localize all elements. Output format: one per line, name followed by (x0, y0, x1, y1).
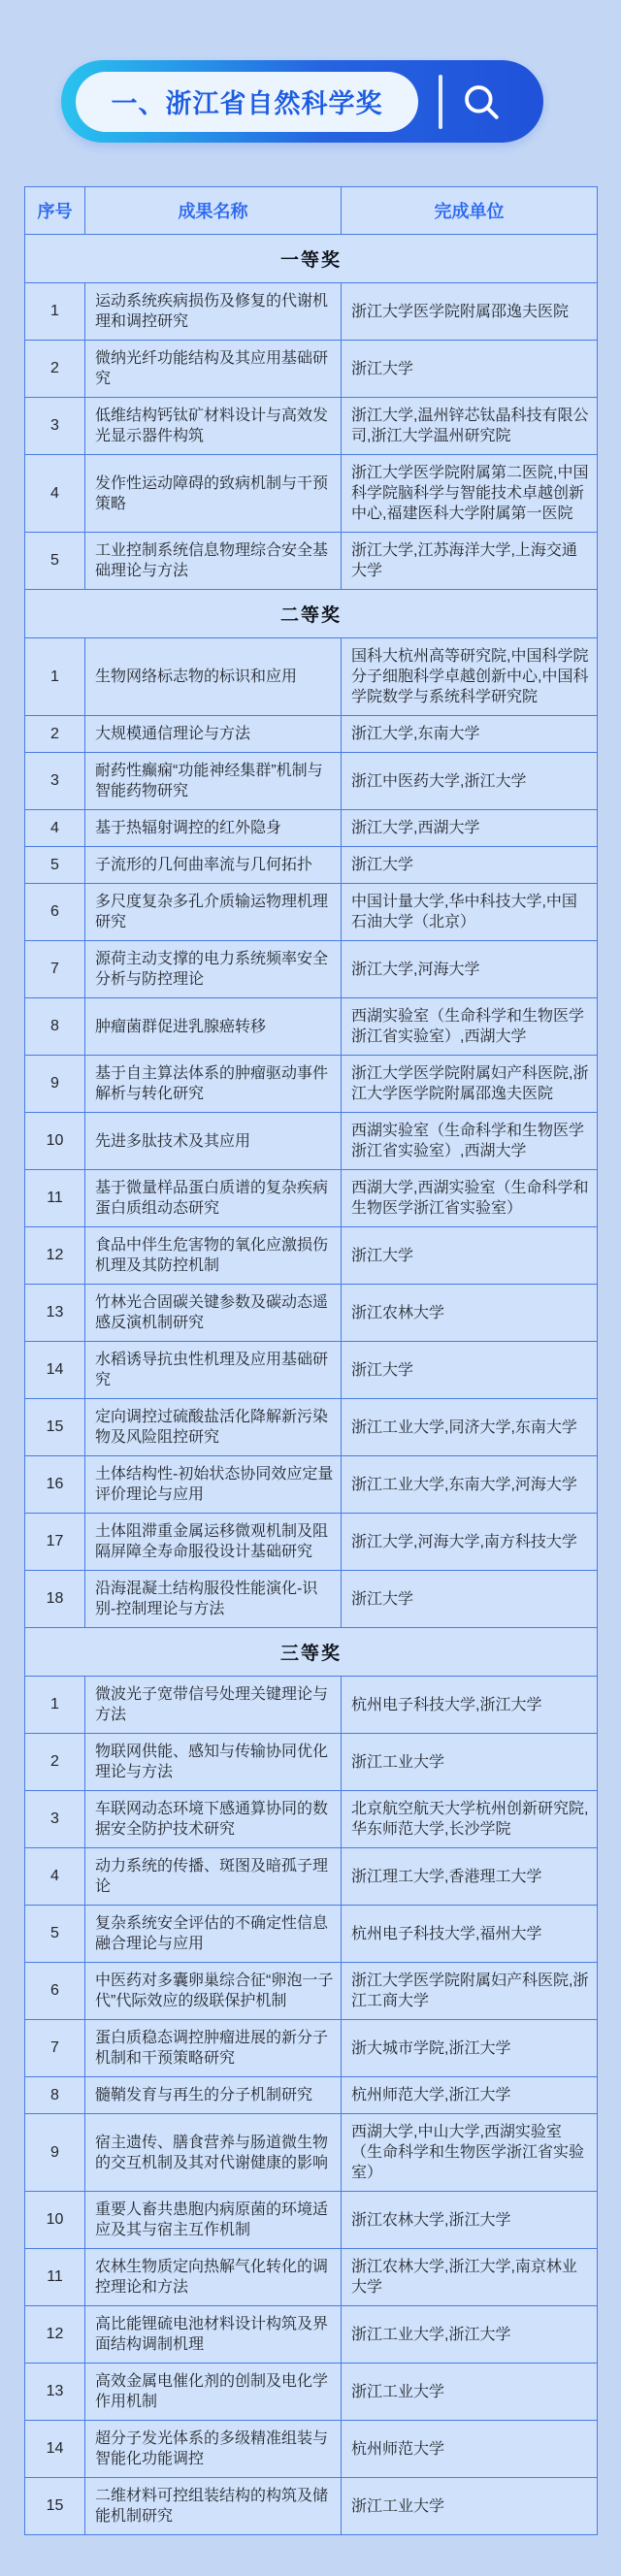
awards-table (24, 186, 598, 2535)
cell-no: 6 (25, 884, 85, 941)
cell-no: 2 (25, 341, 85, 398)
cell-name: 髓鞘发育与再生的分子机制研究 (85, 2077, 342, 2114)
cell-no: 5 (25, 1906, 85, 1963)
cell-org: 浙江大学 (342, 847, 598, 884)
table-row (25, 1734, 598, 1791)
cell-name: 宿主遗传、膳食营养与肠道微生物的交互机制及其对代谢健康的影响 (85, 2114, 342, 2192)
cell-name: 工业控制系统信息物理综合安全基础理论与方法 (85, 533, 342, 590)
table-row (25, 2077, 598, 2114)
table-row (25, 1963, 598, 2020)
table-row (25, 1906, 598, 1963)
cell-name: 复杂系统安全评估的不确定性信息融合理论与应用 (85, 1906, 342, 1963)
table-row (25, 341, 598, 398)
table-row (25, 1514, 598, 1571)
cell-org: 浙江大学医学院附属妇产科医院,浙江工商大学 (342, 1963, 598, 2020)
cell-org: 中国计量大学,华中科技大学,中国石油大学（北京） (342, 884, 598, 941)
cell-org: 杭州电子科技大学,浙江大学 (342, 1677, 598, 1734)
cell-name: 水稻诱导抗虫性机理及应用基础研究 (85, 1342, 342, 1399)
table-row (25, 1456, 598, 1514)
cell-name: 动力系统的传播、斑图及暗孤子理论 (85, 1848, 342, 1906)
cell-name: 竹林光合固碳关键参数及碳动态遥感反演机制研究 (85, 1285, 342, 1342)
table-row (25, 753, 598, 810)
cell-org: 浙江大学医学院附属妇产科医院,浙江大学医学院附属邵逸夫医院 (342, 1056, 598, 1113)
cell-org: 浙江农林大学 (342, 1285, 598, 1342)
cell-org: 浙江大学,河海大学 (342, 941, 598, 998)
cell-org: 浙江大学医学院附属邵逸夫医院 (342, 283, 598, 341)
cell-name: 大规模通信理论与方法 (85, 716, 342, 753)
header-row (25, 187, 598, 235)
cell-no: 5 (25, 533, 85, 590)
cell-org: 浙江大学医学院附属第二医院,中国科学院脑科学与智能技术卓越创新中心,福建医科大学附属第一医院 (342, 455, 598, 533)
cell-no: 1 (25, 283, 85, 341)
cell-no: 15 (25, 1399, 85, 1456)
section-title-row (25, 1628, 598, 1677)
table-row (25, 1113, 598, 1170)
cell-org: 浙江大学,东南大学 (342, 716, 598, 753)
cell-no: 13 (25, 2364, 85, 2421)
table-row (25, 1399, 598, 1456)
cell-org: 浙大城市学院,浙江大学 (342, 2020, 598, 2077)
cell-name: 基于微量样品蛋白质谱的复杂疾病蛋白质组动态研究 (85, 1170, 342, 1227)
cell-no: 3 (25, 753, 85, 810)
cell-name: 低维结构钙钛矿材料设计与高效发光显示器件构筑 (85, 398, 342, 455)
cell-no: 3 (25, 398, 85, 455)
cell-name: 高效金属电催化剂的创制及电化学作用机制 (85, 2364, 342, 2421)
cell-no: 2 (25, 716, 85, 753)
table-row (25, 1791, 598, 1848)
table-row (25, 2020, 598, 2077)
divider (439, 75, 442, 129)
table-row (25, 398, 598, 455)
cell-no: 17 (25, 1514, 85, 1571)
cell-no: 12 (25, 2306, 85, 2364)
cell-org: 浙江大学 (342, 1571, 598, 1628)
cell-no: 8 (25, 998, 85, 1056)
awards-table-header (25, 187, 598, 235)
table-row (25, 1677, 598, 1734)
cell-no: 14 (25, 2421, 85, 2478)
table-row (25, 455, 598, 533)
cell-no: 18 (25, 1571, 85, 1628)
cell-org: 浙江大学 (342, 341, 598, 398)
column-header-no: 序号 (25, 187, 85, 235)
cell-no: 1 (25, 1677, 85, 1734)
cell-org: 北京航空航天大学杭州创新研究院,华东师范大学,长沙学院 (342, 1791, 598, 1848)
cell-org: 西湖大学,中山大学,西湖实验室（生命科学和生物医学浙江省实验室） (342, 2114, 598, 2192)
cell-name: 超分子发光体系的多级精准组装与智能化功能调控 (85, 2421, 342, 2478)
awards-table-body (25, 235, 598, 2535)
table-row (25, 1170, 598, 1227)
cell-org: 杭州师范大学 (342, 2421, 598, 2478)
cell-no: 16 (25, 1456, 85, 1514)
cell-no: 11 (25, 2249, 85, 2306)
cell-name: 蛋白质稳态调控肿瘤进展的新分子机制和干预策略研究 (85, 2020, 342, 2077)
cell-no: 13 (25, 1285, 85, 1342)
cell-org: 浙江农林大学,浙江大学 (342, 2192, 598, 2249)
cell-org: 浙江农林大学,浙江大学,南京林业大学 (342, 2249, 598, 2306)
table-row (25, 2192, 598, 2249)
cell-name: 多尺度复杂多孔介质输运物理机理研究 (85, 884, 342, 941)
cell-org: 浙江工业大学,东南大学,河海大学 (342, 1456, 598, 1514)
cell-no: 4 (25, 1848, 85, 1906)
table-row (25, 941, 598, 998)
cell-name: 运动系统疾病损伤及修复的代谢机理和调控研究 (85, 283, 342, 341)
cell-org: 浙江大学,西湖大学 (342, 810, 598, 847)
cell-org: 浙江大学,河海大学,南方科技大学 (342, 1514, 598, 1571)
cell-name: 沿海混凝土结构服役性能演化-识别-控制理论与方法 (85, 1571, 342, 1628)
cell-name: 中医药对多囊卵巢综合征“卵泡一子代”代际效应的级联保护机制 (85, 1963, 342, 2020)
cell-org: 浙江工业大学,同济大学,东南大学 (342, 1399, 598, 1456)
search-button[interactable] (454, 75, 508, 129)
cell-name: 微纳光纤功能结构及其应用基础研究 (85, 341, 342, 398)
table-row (25, 884, 598, 941)
cell-org: 西湖实验室（生命科学和生物医学浙江省实验室）,西湖大学 (342, 998, 598, 1056)
table-row (25, 2364, 598, 2421)
table-row (25, 1227, 598, 1285)
section-title: 三等奖 (25, 1628, 598, 1677)
section-title: 二等奖 (25, 590, 598, 638)
cell-org: 浙江大学 (342, 1227, 598, 1285)
cell-org: 浙江工业大学 (342, 2364, 598, 2421)
section-header-pill (61, 60, 543, 143)
cell-name: 高比能锂硫电池材料设计构筑及界面结构调制机理 (85, 2306, 342, 2364)
table-row (25, 716, 598, 753)
cell-org: 浙江工业大学,浙江大学 (342, 2306, 598, 2364)
table-row (25, 283, 598, 341)
cell-name: 农林生物质定向热解气化转化的调控理论和方法 (85, 2249, 342, 2306)
table-row (25, 847, 598, 884)
section-title: 一等奖 (25, 235, 598, 283)
cell-no: 6 (25, 1963, 85, 2020)
table-row (25, 2306, 598, 2364)
cell-no: 5 (25, 847, 85, 884)
cell-name: 重要人畜共患胞内病原菌的环境适应及其与宿主互作机制 (85, 2192, 342, 2249)
cell-org: 浙江工业大学 (342, 2478, 598, 2535)
cell-no: 3 (25, 1791, 85, 1848)
table-row (25, 810, 598, 847)
cell-name: 定向调控过硫酸盐活化降解新污染物及风险阻控研究 (85, 1399, 342, 1456)
table-row (25, 1571, 598, 1628)
cell-name: 子流形的几何曲率流与几何拓扑 (85, 847, 342, 884)
cell-no: 7 (25, 2020, 85, 2077)
cell-name: 土体结构性-初始状态协同效应定量评价理论与应用 (85, 1456, 342, 1514)
cell-name: 肿瘤菌群促进乳腺癌转移 (85, 998, 342, 1056)
cell-name: 生物网络标志物的标识和应用 (85, 638, 342, 716)
cell-no: 1 (25, 638, 85, 716)
cell-no: 11 (25, 1170, 85, 1227)
cell-name: 物联网供能、感知与传输协同优化理论与方法 (85, 1734, 342, 1791)
cell-no: 7 (25, 941, 85, 998)
cell-org: 国科大杭州高等研究院,中国科学院分子细胞科学卓越创新中心,中国科学院数学与系统科学研究院 (342, 638, 598, 716)
cell-name: 基于热辐射调控的红外隐身 (85, 810, 342, 847)
table-row (25, 2421, 598, 2478)
table-row (25, 1056, 598, 1113)
page-title: 一、浙江省自然科学奖 (76, 72, 418, 132)
cell-no: 12 (25, 1227, 85, 1285)
cell-org: 浙江中医药大学,浙江大学 (342, 753, 598, 810)
cell-name: 源荷主动支撑的电力系统频率安全分析与防控理论 (85, 941, 342, 998)
cell-org: 浙江大学,江苏海洋大学,上海交通大学 (342, 533, 598, 590)
cell-name: 土体阻滞重金属运移微观机制及阻隔屏障全寿命服役设计基础研究 (85, 1514, 342, 1571)
table-row (25, 2249, 598, 2306)
cell-org: 浙江大学 (342, 1342, 598, 1399)
cell-no: 10 (25, 1113, 85, 1170)
table-row (25, 2478, 598, 2535)
table-row (25, 533, 598, 590)
table-row (25, 1285, 598, 1342)
cell-no: 8 (25, 2077, 85, 2114)
cell-no: 9 (25, 2114, 85, 2192)
section-title-row (25, 235, 598, 283)
table-row (25, 1848, 598, 1906)
cell-org: 杭州师范大学,浙江大学 (342, 2077, 598, 2114)
cell-no: 2 (25, 1734, 85, 1791)
section-title-row (25, 590, 598, 638)
cell-name: 先进多肽技术及其应用 (85, 1113, 342, 1170)
cell-org: 浙江大学,温州锌芯钛晶科技有限公司,浙江大学温州研究院 (342, 398, 598, 455)
cell-name: 二维材料可控组装结构的构筑及储能机制研究 (85, 2478, 342, 2535)
cell-org: 西湖实验室（生命科学和生物医学浙江省实验室）,西湖大学 (342, 1113, 598, 1170)
cell-name: 车联网动态环境下感通算协同的数据安全防护技术研究 (85, 1791, 342, 1848)
cell-name: 耐药性癫痫“功能神经集群”机制与智能药物研究 (85, 753, 342, 810)
cell-name: 微波光子宽带信号处理关键理论与方法 (85, 1677, 342, 1734)
cell-org: 杭州电子科技大学,福州大学 (342, 1906, 598, 1963)
cell-name: 基于自主算法体系的肿瘤驱动事件解析与转化研究 (85, 1056, 342, 1113)
cell-org: 浙江工业大学 (342, 1734, 598, 1791)
cell-name: 发作性运动障碍的致病机制与干预策略 (85, 455, 342, 533)
cell-no: 9 (25, 1056, 85, 1113)
cell-no: 14 (25, 1342, 85, 1399)
table-row (25, 638, 598, 716)
column-header-org: 完成单位 (342, 187, 598, 235)
cell-no: 4 (25, 810, 85, 847)
table-row (25, 998, 598, 1056)
cell-no: 10 (25, 2192, 85, 2249)
cell-no: 15 (25, 2478, 85, 2535)
cell-no: 4 (25, 455, 85, 533)
column-header-name: 成果名称 (85, 187, 342, 235)
search-icon (459, 80, 504, 124)
cell-org: 西湖大学,西湖实验室（生命科学和生物医学浙江省实验室） (342, 1170, 598, 1227)
cell-name: 食品中伴生危害物的氧化应激损伤机理及其防控机制 (85, 1227, 342, 1285)
table-row (25, 1342, 598, 1399)
table-row (25, 2114, 598, 2192)
cell-org: 浙江理工大学,香港理工大学 (342, 1848, 598, 1906)
